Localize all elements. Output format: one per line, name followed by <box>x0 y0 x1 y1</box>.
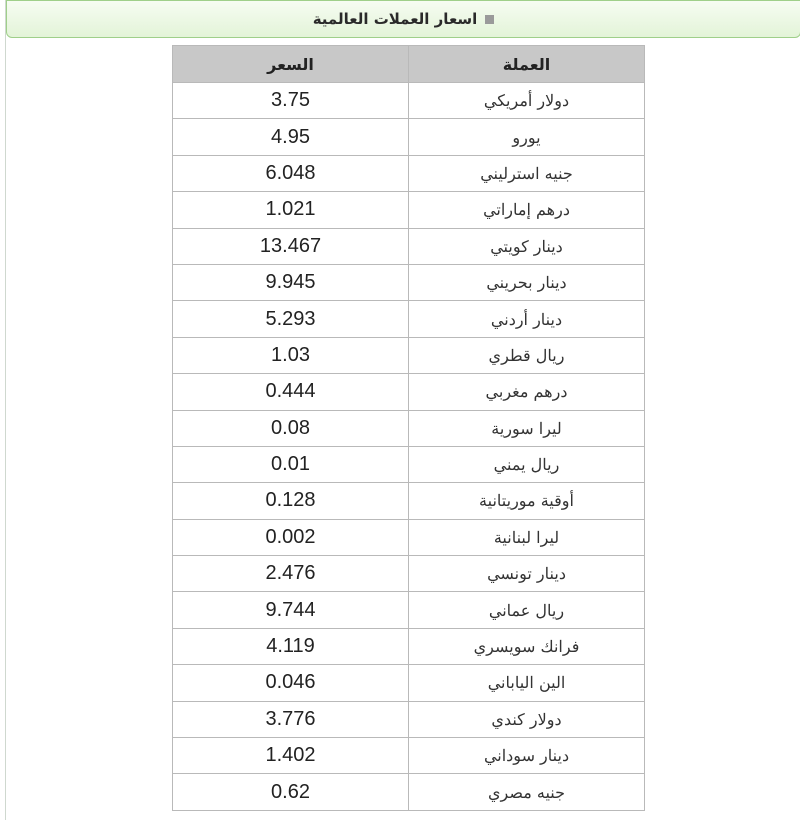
price-column-header: السعر <box>173 46 409 83</box>
price-cell: 3.776 <box>173 701 409 737</box>
table-row <box>173 628 645 664</box>
table-row <box>173 665 645 701</box>
price-cell: 0.08 <box>173 410 409 446</box>
currency-name-cell: درهم مغربي <box>409 374 645 410</box>
table-row <box>173 119 645 155</box>
table-row <box>173 774 645 810</box>
table-row <box>173 337 645 373</box>
table-row <box>173 446 645 482</box>
price-cell: 1.402 <box>173 738 409 774</box>
table-row <box>173 301 645 337</box>
currency-name-cell: جنيه استرليني <box>409 155 645 191</box>
currency-name-cell: ريال عماني <box>409 592 645 628</box>
price-cell: 1.03 <box>173 337 409 373</box>
panel-header <box>6 0 800 38</box>
currency-rates-table <box>172 45 645 811</box>
currency-column-header: العملة <box>409 46 645 83</box>
currency-name-cell: درهم إماراتي <box>409 192 645 228</box>
currency-rates-panel <box>5 0 800 820</box>
table-row <box>173 228 645 264</box>
table-row <box>173 519 645 555</box>
currency-name-cell: ليرا لبنانية <box>409 519 645 555</box>
currency-name-cell: يورو <box>409 119 645 155</box>
table-row <box>173 410 645 446</box>
price-cell: 9.744 <box>173 592 409 628</box>
table-row <box>173 155 645 191</box>
table-row <box>173 192 645 228</box>
table-row <box>173 83 645 119</box>
price-cell: 6.048 <box>173 155 409 191</box>
table-row <box>173 483 645 519</box>
price-cell: 0.01 <box>173 446 409 482</box>
table-row <box>173 264 645 300</box>
price-cell: 0.046 <box>173 665 409 701</box>
currency-name-cell: دينار تونسي <box>409 556 645 592</box>
price-cell: 0.444 <box>173 374 409 410</box>
panel-title: اسعار العملات العالمية <box>312 10 478 28</box>
currency-name-cell: أوقية موريتانية <box>409 483 645 519</box>
square-bullet-icon <box>485 15 494 24</box>
currency-name-cell: الين الياباني <box>409 665 645 701</box>
table-row <box>173 701 645 737</box>
currency-name-cell: فرانك سويسري <box>409 628 645 664</box>
currency-name-cell: ليرا سورية <box>409 410 645 446</box>
currency-name-cell: ريال قطري <box>409 337 645 373</box>
price-cell: 0.002 <box>173 519 409 555</box>
price-cell: 3.75 <box>173 83 409 119</box>
price-cell: 4.95 <box>173 119 409 155</box>
table-header-row <box>173 46 645 83</box>
price-cell: 13.467 <box>173 228 409 264</box>
price-cell: 0.62 <box>173 774 409 810</box>
currency-name-cell: دينار بحريني <box>409 264 645 300</box>
table-row <box>173 738 645 774</box>
table-row <box>173 592 645 628</box>
table-body <box>173 83 645 811</box>
table-row <box>173 556 645 592</box>
currency-name-cell: جنيه مصري <box>409 774 645 810</box>
currency-name-cell: دينار كويتي <box>409 228 645 264</box>
currency-name-cell: دينار أردني <box>409 301 645 337</box>
price-cell: 1.021 <box>173 192 409 228</box>
currency-name-cell: دولار كندي <box>409 701 645 737</box>
price-cell: 9.945 <box>173 264 409 300</box>
price-cell: 2.476 <box>173 556 409 592</box>
currency-name-cell: دولار أمريكي <box>409 83 645 119</box>
currency-name-cell: ريال يمني <box>409 446 645 482</box>
price-cell: 5.293 <box>173 301 409 337</box>
table-row <box>173 374 645 410</box>
price-cell: 4.119 <box>173 628 409 664</box>
price-cell: 0.128 <box>173 483 409 519</box>
currency-name-cell: دينار سوداني <box>409 738 645 774</box>
